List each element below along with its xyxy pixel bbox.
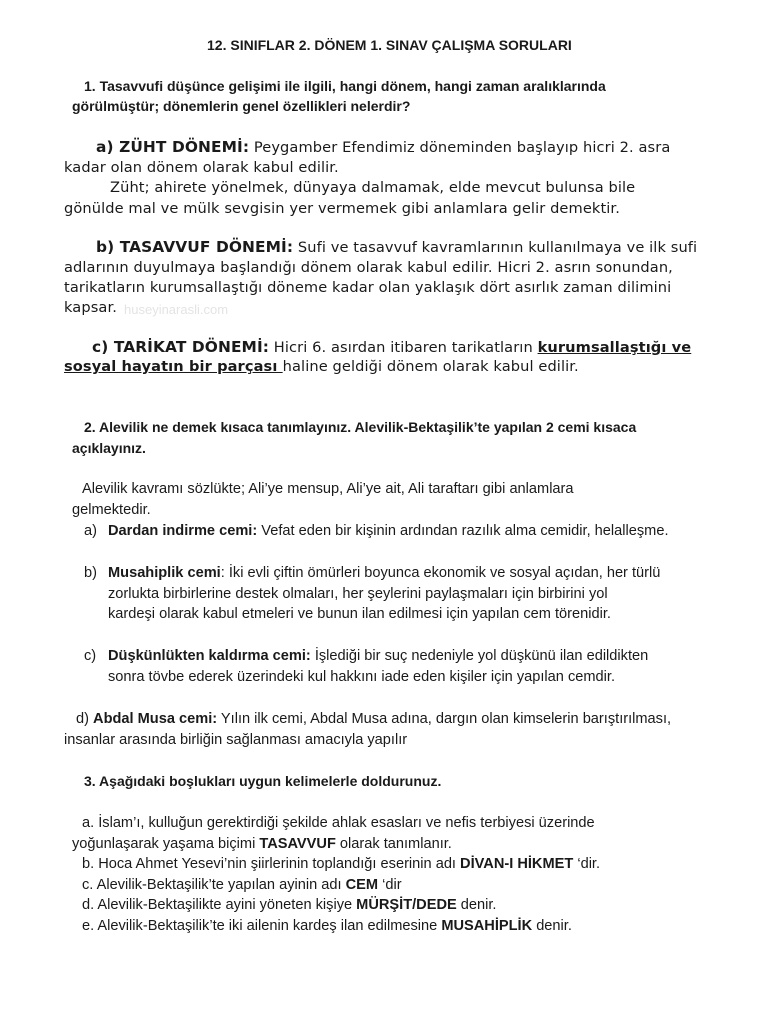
cem-a-line: Dardan indirme cemi: Vefat eden bir kişinin ardından razılık alma cemidir, helalleşme. [108, 523, 669, 539]
tarikat-line-1: c) TARİKAT DÖNEMİ: Hicri 6. asırdan itibaren tarikatların kurumsallaştığı ve [92, 338, 692, 356]
tasavvuf-line-1: b) TASAVVUF DÖNEMİ: Sufi ve tasavvuf kavramlarının kullanılmaya ve ilk sufi [96, 238, 698, 256]
fill-e-line: e. Alevilik-Bektaşilik’te iki ailenin kardeş ilan edilmesine MUSAHİPLİK denir. [82, 918, 572, 934]
question-2-line-2: açıklayınız. [72, 440, 146, 456]
cem-b-line-3: kardeşi olarak kabul etmeleri ve bunun ilan edilmesi için yapılan cem törenidir. [108, 606, 611, 622]
fill-a-line-2: yoğunlaşarak yaşama biçimi TASAVVUF olarak tanımlanır. [72, 836, 452, 852]
fill-a-line-1: a. İslam’ı, kulluğun gerektirdiği şekilde ahlak esasları ve nefis terbiyesi üzerinde [82, 815, 595, 831]
fill-d-answer: MÜRŞİT/DEDE [356, 897, 457, 913]
question-1-line-2: görülmüştür; dönemlerin genel özellikleri nelerdir? [72, 98, 411, 114]
fill-a-answer: TASAVVUF [259, 836, 336, 852]
tasavvuf-line-2: adlarının duyulmaya başlandığı dönem olarak kabul edilir. Hicri 2. asrın sonundan, [64, 259, 673, 276]
cem-c-marker: c) [84, 648, 97, 664]
fill-b-answer: DİVAN-I HİKMET [460, 856, 574, 872]
tasavvuf-heading: b) TASAVVUF DÖNEMİ: [96, 238, 294, 256]
alevilik-line-1: Alevilik kavramı sözlükte; Ali’ye mensup, Ali’ye ait, Ali taraftarı gibi anlamlara [82, 481, 574, 497]
tarikat-line-2: sosyal hayatın bir parçası haline geldiği dönem olarak kabul edilir. [64, 358, 579, 375]
cem-c-line-2: sonra tövbe ederek üzerindeki kul hakkını iade eden kişiler için yapılan cemdir. [108, 669, 616, 685]
zuht-line-1: a) ZÜHT DÖNEMİ: Peygamber Efendimiz döneminden başlayıp hicri 2. asra [96, 138, 671, 156]
zuht-heading: a) ZÜHT DÖNEMİ: [96, 138, 250, 156]
tasavvuf-line-3: tarikatların kurumsallaştığı döneme kadar olan yaklaşık dört asırlık zaman dilimini [64, 279, 672, 296]
question-2-line-1: 2. Alevilik ne demek kısaca tanımlayınız. Alevilik-Bektaşilik’te yapılan 2 cemi kısaca [84, 419, 637, 435]
cem-b-marker: b) [84, 565, 97, 581]
tarikat-heading: c) TARİKAT DÖNEMİ: [92, 338, 270, 356]
cem-b-line-2: zorlukta birbirlerine destek olmaları, her şeylerini paylaşmaları için birbirini yol [108, 586, 608, 602]
fill-c-answer: CEM [345, 877, 379, 893]
cem-c-line-1: Düşkünlükten kaldırma cemi: İşlediği bir suç nedeniyle yol düşkünü ilan edildikten [108, 648, 649, 664]
zuht-line-4: gönülde mal ve mülk sevgisin yer vermemek gibi anlamlara gelir demektir. [64, 200, 620, 217]
cem-d-line-1: d) Abdal Musa cemi: Yılın ilk cemi, Abdal Musa adına, dargın olan kimselerin barıştırılması, [76, 711, 672, 727]
alevilik-line-2: gelmektedir. [72, 502, 151, 518]
question-1-line-1: 1. Tasavvufi düşünce gelişimi ile ilgili, hangi dönem, hangi zaman aralıklarında [84, 78, 606, 94]
cem-b-line-1: Musahiplik cemi: İki evli çiftin ömürleri boyunca ekonomik ve sosyal açıdan, her türlü [108, 565, 661, 581]
fill-e-answer: MUSAHİPLİK [441, 918, 533, 934]
watermark: huseyinarasli.com [124, 302, 229, 317]
cem-a-marker: a) [84, 523, 97, 539]
fill-b-line: b. Hoca Ahmet Yesevi’nin şiirlerinin toplandığı eserinin adı DİVAN-I HİKMET ‘dir. [82, 856, 601, 872]
tasavvuf-line-4: kapsar. [64, 299, 117, 316]
zuht-line-3: Züht; ahirete yönelmek, dünyaya dalmamak, elde mevcut bulunsa bile [110, 179, 636, 196]
cem-d-line-2: insanlar arasında birliğin sağlanması amacıyla yapılır [64, 732, 408, 748]
fill-d-line: d. Alevilik-Bektaşilikte ayini yöneten kişiye MÜRŞİT/DEDE denir. [82, 897, 497, 913]
page-title: 12. SINIFLAR 2. DÖNEM 1. SINAV ÇALIŞMA SORULARI [207, 37, 572, 53]
fill-c-line: c. Alevilik-Bektaşilik’te yapılan ayinin adı CEM ‘dir [82, 877, 402, 893]
zuht-line-2: kadar olan dönem olarak kabul edilir. [64, 159, 339, 176]
question-3: 3. Aşağıdaki boşlukları uygun kelimelerle doldurunuz. [84, 773, 442, 789]
